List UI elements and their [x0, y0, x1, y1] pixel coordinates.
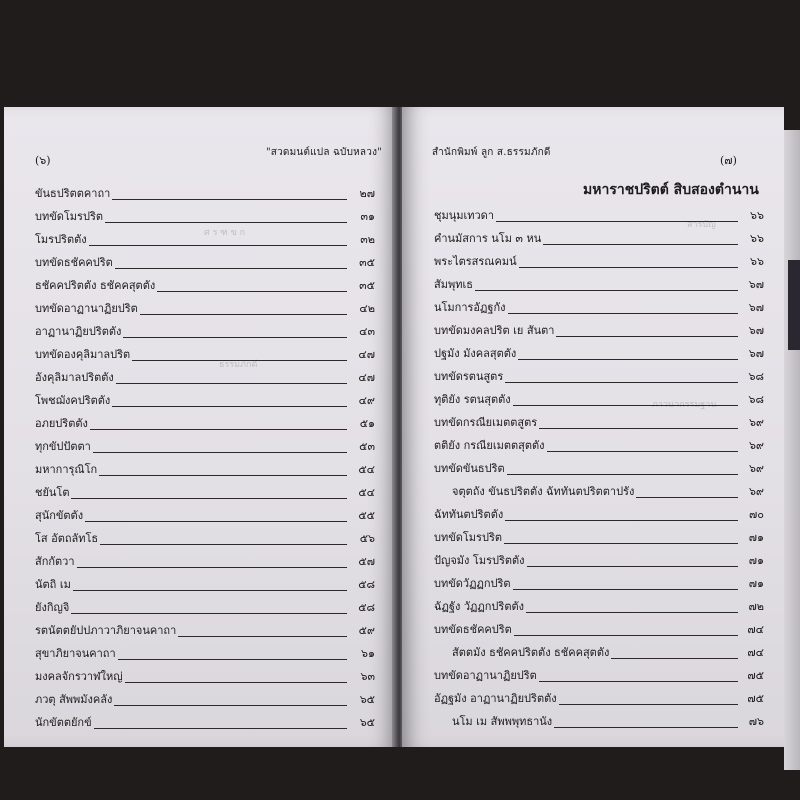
toc-entry [434, 296, 764, 319]
toc-entry-page: ๒๗ [359, 187, 375, 200]
toc-entry-title: อังคุลิมาลปริตตัง [35, 371, 114, 384]
toc-leader-line [513, 405, 738, 406]
toc-leader-line [505, 382, 738, 383]
toc-entry-page: ๖๙ [748, 462, 764, 475]
toc-entry-title: สุขาภิยาจนคาถา [35, 647, 116, 660]
toc-entry-page: ๓๑ [360, 210, 375, 223]
toc-entry-page: ๖๗ [748, 278, 764, 291]
toc-entry [35, 619, 375, 642]
toc-entry-page: ๔๗ [358, 371, 375, 384]
toc-entry-title: บทขัดโมรปริต [434, 531, 502, 544]
toc-entry [35, 343, 375, 366]
toc-entry-title: ทุกขัปปัตตา [35, 440, 91, 453]
toc-entry-page: ๖๘ [748, 393, 764, 406]
toc-entry-page: ๖๕ [359, 693, 375, 706]
toc-entry-page: ๗๕ [747, 692, 764, 705]
toc-entry-title: บทขัดธชัคคปริต [434, 623, 512, 636]
toc-entry [35, 527, 375, 550]
toc-entry-page: ๖๗ [748, 324, 764, 337]
toc-entry [434, 664, 764, 687]
toc-entry-title: บทขัดอาฏานาฏิยปริต [434, 669, 537, 682]
toc-entry-page: ๖๖ [750, 255, 764, 268]
toc-entry-title: ภวตุ สัพพมังคลัง [35, 693, 113, 706]
toc-entry-title: ปฐมัง มังคลสุตตัง [434, 347, 517, 360]
toc-entry [35, 458, 375, 481]
toc-leader-line [112, 406, 347, 407]
toc-leader-line [539, 681, 738, 682]
toc-entry-title: พระไตรสรณคมน์ [434, 255, 517, 268]
toc-entry [35, 504, 375, 527]
toc-entry [434, 710, 764, 733]
toc-entry [35, 412, 375, 435]
toc-entry-page: ๖๓ [360, 670, 375, 683]
toc-entry [35, 596, 375, 619]
toc-leader-line [543, 244, 738, 245]
toc-entry [434, 227, 764, 250]
toc-entry-title: โพชฌังคปริตตัง [35, 394, 111, 407]
toc-entry-page: ๕๘ [358, 578, 375, 591]
toc-entry-title: นโม เม สัพพพุทธานัง [452, 715, 553, 728]
toc-entry [35, 550, 375, 573]
toc-entry [434, 503, 764, 526]
toc-entry-title: บทขัดธชัคคปริต [35, 256, 113, 269]
toc-entry-title: บทขัดอาฏานาฏิยปริต [35, 302, 138, 315]
page-tab [788, 260, 800, 350]
toc-entry-page: ๔๒ [359, 302, 375, 315]
toc-entry-title: สุนักขัตตัง [35, 509, 84, 522]
toc-leader-line [475, 290, 738, 291]
toc-entry-title: บทขัดองคุลิมาลปริต [35, 348, 131, 361]
toc-leader-line [71, 498, 347, 499]
toc-entry [35, 711, 375, 734]
toc-leader-line [132, 360, 347, 361]
toc-entry-title: บทขัดมงคลปริต เย สันตา [434, 324, 555, 337]
toc-leader-line [547, 451, 738, 452]
toc-leader-line [527, 566, 738, 567]
toc-entry-page: ๕๕ [358, 509, 375, 522]
toc-entry-page: ๖๙ [748, 416, 764, 429]
toc-leader-line [554, 727, 738, 728]
toc-leader-line [123, 337, 347, 338]
toc-entry-title: นัตถิ เม [35, 578, 71, 591]
toc-leader-line [114, 705, 347, 706]
left-toc-list [35, 182, 375, 734]
toc-leader-line [508, 313, 738, 314]
toc-entry-title: ปัญจมัง โมรปริตตัง [434, 554, 525, 567]
left-running-title: "สวดมนต์แปล ฉบับหลวง" [266, 147, 382, 158]
toc-entry-page: ๗๑ [748, 554, 764, 567]
toc-entry-page: ๔๗ [358, 348, 375, 361]
toc-leader-line [526, 612, 738, 613]
toc-entry-title: ขันธปริตตคาถา [35, 187, 111, 200]
section-heading: มหาราชปริตต์ สิบสองตำนาน [583, 182, 759, 198]
toc-entry-title: ทุติยัง รตนสุตตัง [434, 393, 511, 406]
toc-entry [434, 411, 764, 434]
toc-entry-title: นโมการอัฏฐกัง [434, 301, 506, 314]
toc-entry [434, 319, 764, 342]
toc-entry-page: ๕๓ [359, 440, 375, 453]
toc-entry-page: ๕๘ [358, 601, 375, 614]
toc-leader-line [514, 635, 738, 636]
toc-leader-line [71, 613, 347, 614]
toc-entry-title: บทขัดกรณียเมตตสูตร [434, 416, 538, 429]
toc-entry-title: สักกัตวา [35, 555, 75, 568]
toc-entry [35, 435, 375, 458]
toc-entry [434, 526, 764, 549]
toc-entry-page: ๗๐ [749, 508, 764, 521]
toc-entry-title: ฉัฏฐัง วัฏฏกปริตตัง [434, 600, 524, 613]
toc-entry-page: ๗๒ [748, 600, 764, 613]
toc-entry [434, 434, 764, 457]
toc-leader-line [611, 658, 738, 659]
toc-entry-title: จตุตถัง ขันธปริตตัง ฉัททันตปริตตาปรัง [452, 485, 635, 498]
toc-entry-page: ๖๗ [748, 347, 764, 360]
toc-leader-line [518, 359, 738, 360]
toc-entry [434, 204, 764, 227]
toc-entry [35, 251, 375, 274]
toc-entry-page: ๕๙ [358, 624, 375, 637]
toc-leader-line [93, 452, 347, 453]
toc-leader-line [90, 429, 347, 430]
toc-entry-title: อาฏานาฏิยปริตตัง [35, 325, 122, 338]
toc-leader-line [99, 475, 347, 476]
toc-entry-title: ชุมนุมเทวดา [434, 209, 494, 222]
toc-leader-line [519, 267, 738, 268]
toc-entry [35, 688, 375, 711]
toc-entry-title: โมรปริตตัง [35, 233, 87, 246]
toc-leader-line [507, 474, 738, 475]
toc-leader-line [140, 314, 347, 315]
toc-entry-title: มงคลจักรวาฬใหญ่ [35, 670, 123, 683]
toc-entry [434, 480, 764, 503]
toc-entry-title: มหาการุณิโก [35, 463, 98, 476]
toc-entry-title: บทขัดขันธปริต [434, 462, 505, 475]
toc-entry-title: ยังกิญจิ [35, 601, 70, 614]
toc-entry-page: ๕๔ [358, 463, 375, 476]
toc-entry-title: โส อัตถลัทโธ [35, 532, 99, 545]
toc-entry-page: ๖๗ [748, 301, 764, 314]
toc-entry-title: อัฏฐมัง อาฏานาฏิยปริตตัง [434, 692, 557, 705]
toc-entry-title: คำนมัสการ นโม ๓ หน [434, 232, 542, 245]
toc-entry-title: บทขัดรตนสูตร [434, 370, 504, 383]
toc-entry-page: ๕๑ [359, 417, 375, 430]
toc-entry-page: ๓๕ [359, 279, 375, 292]
toc-entry [35, 481, 375, 504]
right-page: สารบัญ ภาวนากรรมฐาน สำนักพิมพ์ ลูก ส.ธรรมภักดี (๗) มหาราชปริตต์ สิบสองตำนาน ชุมนุมเทวดา ๖๖ คำนมัสการ นโม ๓ หน ๖๖ พระไตรสรณคมน์ ๖๖ สัมพุทเธ ๖๗ นโมการอัฏฐกัง ๖๗ บทขัดมงคลปริต เย สันตา ๖๗ ปฐมัง มังคลสุตตัง ๖๗ บทขัดรตนสูตร ๖๘ ทุติยัง รตนสุตตัง ๖๘ บทขัดกรณียเมตตสูตร ๖๙ ตติยัง กรณียเมตตสุตตัง ๖๙ บทขัดขันธปริต ๖๙ จตุตถัง ขันธปริตตัง ฉัททันตปริตตาปรัง ๖๙ ฉัททันตปริตตัง ๗๐ บทขัดโมรปริต ๗๑ ปัญจมัง โมรปริตตัง ๗๑ บทขัดวัฏฏกปริต ๗๑ ฉัฏฐัง วัฏฏกปริตตัง ๗๒ บทขัดธชัคคปริต ๗๔ สัตตมัง ธชัคคปริตตัง ธชัคคสุตตัง ๗๔ บทขัดอาฏานาฏิยปริต ๗๕ อัฏฐมัง อาฏานาฏิยปริตตัง ๗๕ นโม เม สัพพพุทธานัง ๗๖ [402, 107, 784, 747]
toc-entry [35, 182, 375, 205]
toc-entry-page: ๖๘ [748, 370, 764, 383]
toc-leader-line [636, 497, 738, 498]
toc-leader-line [504, 543, 738, 544]
toc-entry [434, 618, 764, 641]
toc-entry-page: ๓๒ [360, 233, 375, 246]
right-page-number: (๗) [720, 154, 737, 167]
toc-leader-line [125, 682, 347, 683]
toc-entry [35, 665, 375, 688]
toc-entry [35, 366, 375, 389]
toc-entry-page: ๗๑ [748, 531, 764, 544]
toc-leader-line [157, 291, 347, 292]
toc-entry-page: ๕๗ [358, 555, 375, 568]
toc-entry [35, 205, 375, 228]
right-running-title: สำนักพิมพ์ ลูก ส.ธรรมภักดี [432, 147, 551, 158]
toc-entry-title: บทขัดโมรปริต [35, 210, 103, 223]
toc-entry [434, 641, 764, 664]
toc-entry-title: รตนัตตยัปปภาวาภิยาจนคาถา [35, 624, 177, 637]
toc-entry [35, 389, 375, 412]
toc-entry-page: ๗๕ [747, 669, 764, 682]
toc-leader-line [178, 636, 347, 637]
toc-entry [35, 320, 375, 343]
toc-entry-page: ๖๖ [750, 232, 764, 245]
toc-entry-title: นักขัตตยักข์ [35, 716, 92, 729]
toc-entry-page: ๗๔ [747, 646, 764, 659]
page-edge [784, 130, 800, 770]
toc-entry-page: ๗๑ [748, 577, 764, 590]
toc-leader-line [100, 544, 347, 545]
toc-entry-title: สัมพุทเธ [434, 278, 473, 291]
toc-entry-page: ๔๓ [359, 325, 375, 338]
toc-entry [35, 297, 375, 320]
toc-entry [434, 457, 764, 480]
toc-entry [434, 687, 764, 710]
toc-entry-page: ๕๖ [359, 532, 375, 545]
toc-entry-page: ๔๙ [358, 394, 375, 407]
toc-entry [434, 365, 764, 388]
toc-entry-title: ฉัททันตปริตตัง [434, 508, 504, 521]
toc-leader-line [539, 428, 738, 429]
toc-entry-title: บทขัดวัฏฏกปริต [434, 577, 511, 590]
toc-leader-line [559, 704, 738, 705]
toc-entry-page: ๖๙ [748, 485, 764, 498]
toc-entry-title: ชยันโต [35, 486, 70, 499]
toc-leader-line [85, 521, 347, 522]
toc-entry-page: ๖๙ [748, 439, 764, 452]
toc-entry-page: ๖๖ [750, 209, 764, 222]
toc-leader-line [89, 245, 347, 246]
toc-leader-line [115, 268, 347, 269]
toc-entry-page: ๓๕ [359, 256, 375, 269]
toc-entry [35, 642, 375, 665]
toc-entry [35, 228, 375, 251]
right-toc-list [434, 204, 764, 733]
toc-entry-title: ตติยัง กรณียเมตตสุตตัง [434, 439, 545, 452]
toc-entry-title: ธชัคคปริตตัง ธชัคคสุตตัง [35, 279, 156, 292]
toc-leader-line [118, 659, 347, 660]
toc-entry-title: สัตตมัง ธชัคคปริตตัง ธชัคคสุตตัง [452, 646, 610, 659]
left-page: ศ ร ฑ ข ก ธรรมภักดี (๖) "สวดมนต์แปล ฉบับหลวง" ขันธปริตตคาถา ๒๗ บทขัดโมรปริต ๓๑ โมรปริตตัง ๓๒ บทขัดธชัคคปริต ๓๕ ธชัคคปริตตัง ธชัคคสุตตัง ๓๕ บทขัดอาฏานาฏิยปริต ๔๒ อาฏานาฏิยปริตตัง ๔๓ บทขัดองคุลิมาลปริต ๔๗ อังคุลิมาลปริตตัง ๔๗ โพชฌังคปริตตัง ๔๙ อภยปริตตัง ๕๑ ทุกขัปปัตตา ๕๓ มหาการุณิโก ๕๔ ชยันโต ๕๔ สุนักขัตตัง ๕๕ โส อัตถลัทโธ ๕๖ สักกัตวา ๕๗ นัตถิ เม ๕๘ ยังกิญจิ ๕๘ รตนัตตยัปปภาวาภิยาจนคาถา ๕๙ สุขาภิยาจนคาถา ๖๑ มงคลจักรวาฬใหญ่ ๖๓ ภวตุ สัพพมังคลัง ๖๕ นักขัตตยักข์ ๖๕ [4, 107, 396, 747]
toc-entry [434, 388, 764, 411]
toc-leader-line [116, 383, 347, 384]
toc-entry [434, 342, 764, 365]
toc-leader-line [112, 199, 347, 200]
toc-entry-title: อภยปริตตัง [35, 417, 88, 430]
toc-leader-line [513, 589, 738, 590]
toc-entry-page: ๖๑ [361, 647, 375, 660]
toc-entry [434, 273, 764, 296]
toc-entry-page: ๖๕ [359, 716, 375, 729]
toc-leader-line [73, 590, 347, 591]
toc-leader-line [505, 520, 738, 521]
toc-entry-page: ๕๔ [358, 486, 375, 499]
toc-leader-line [77, 567, 347, 568]
toc-entry [434, 549, 764, 572]
toc-leader-line [496, 221, 738, 222]
toc-leader-line [94, 728, 347, 729]
toc-entry-page: ๗๖ [748, 715, 764, 728]
toc-entry [35, 573, 375, 596]
toc-entry [434, 595, 764, 618]
toc-entry-page: ๗๔ [747, 623, 764, 636]
toc-leader-line [105, 222, 347, 223]
toc-entry [434, 250, 764, 273]
left-page-number: (๖) [35, 154, 51, 167]
toc-entry [35, 274, 375, 297]
toc-entry [434, 572, 764, 595]
toc-leader-line [556, 336, 738, 337]
